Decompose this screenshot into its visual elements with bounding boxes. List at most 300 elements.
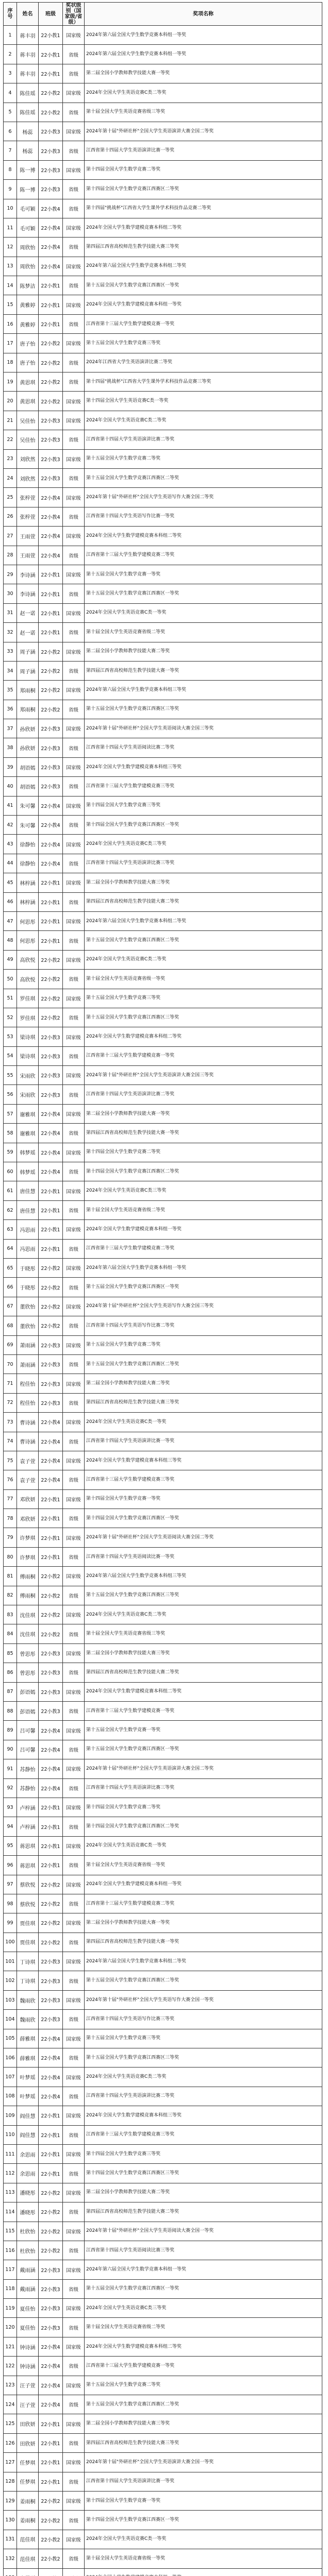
cell-name: 王雨萱: [17, 546, 39, 565]
cell-index: 39: [4, 757, 17, 776]
table-row: [4, 2299, 322, 2318]
cell-award: 第十五届全国大学生数学竞赛江西赛区二等奖: [85, 931, 322, 950]
cell-award: 2024年第六届全国大学生数学竞赛本科组一等奖: [85, 26, 322, 45]
cell-index: 74: [4, 1432, 17, 1451]
cell-class: 22小教4: [39, 1143, 63, 1162]
cell-class: 22小教1: [39, 64, 63, 83]
cell-class: 22小教3: [39, 777, 63, 796]
table-row: [4, 1701, 322, 1720]
cell-class: 22小教1: [39, 584, 63, 603]
cell-index: 54: [4, 1046, 17, 1065]
cell-name: 张梓萱: [17, 507, 39, 526]
cell-class: 22小教3: [39, 411, 63, 430]
table-row: [4, 738, 322, 757]
cell-award: 2024年全国大学生数学建模竞赛本科组二等奖: [85, 218, 322, 237]
cell-award: 第十五届全国大学生数学竞赛江西赛区二等奖: [85, 1354, 322, 1374]
cell-name: 袁子萱: [17, 1451, 39, 1470]
header-name: 姓名: [17, 3, 39, 26]
table-row: [4, 970, 322, 989]
cell-class: 22小教2: [39, 353, 63, 372]
cell-award: 2024年全国大学生数学建模竞赛本科组二等奖: [85, 527, 322, 546]
table-row: [4, 1181, 322, 1200]
table-row: [4, 430, 322, 449]
cell-level: 省级: [63, 2241, 85, 2260]
cell-name: 周欣怡: [17, 257, 39, 276]
table-row: [4, 1393, 322, 1412]
cell-award: 第四届江西省高校师范生教学技能大赛三等奖: [85, 2433, 322, 2452]
cell-award: 第十五届全国大学生数学竞赛二等奖: [85, 1335, 322, 1354]
cell-index: 101: [4, 1952, 17, 1971]
cell-class: 22小教1: [39, 565, 63, 584]
table-row: [4, 757, 322, 776]
cell-class: 22小教4: [39, 257, 63, 276]
cell-award: 第十届全国大学生英语竞赛省级三等奖: [85, 1624, 322, 1643]
cell-award: 第十四届全国大学生数学竞赛三等奖: [85, 2144, 322, 2163]
cell-level: 国家级: [63, 1567, 85, 1586]
cell-index: 48: [4, 931, 17, 950]
cell-index: 25: [4, 488, 17, 507]
cell-level: 国家级: [63, 2530, 85, 2549]
cell-class: 22小教2: [39, 1316, 63, 1335]
table-row: [4, 26, 322, 45]
table-row: [4, 2029, 322, 2048]
cell-level: 国家级: [63, 796, 85, 815]
table-row: [4, 2357, 322, 2376]
cell-level: 省级: [63, 1971, 85, 1990]
cell-index: 126: [4, 2433, 17, 2452]
cell-award: 江西省第十四届大学生英语演讲比赛二等奖: [85, 2087, 322, 2106]
cell-name: 许梦琪: [17, 1528, 39, 1547]
cell-level: 省级: [63, 1393, 85, 1412]
cell-level: 省级: [63, 1354, 85, 1374]
cell-index: 73: [4, 1413, 17, 1432]
cell-level: 省级: [63, 738, 85, 757]
cell-index: 121: [4, 2337, 17, 2356]
cell-award: 第十五届全国大学生数学竞赛江西赛区一等奖: [85, 584, 322, 603]
cell-level: 国家级: [63, 681, 85, 700]
header-index: 序号: [4, 3, 17, 26]
cell-class: 22小教4: [39, 199, 63, 218]
cell-award: 江西省第十三届大学生数学建模竞赛二等奖: [85, 1239, 322, 1258]
cell-award: 第十届全国大学生英语竞赛省级二等奖: [85, 2318, 322, 2337]
table-row: [4, 2433, 322, 2452]
cell-level: 省级: [63, 1085, 85, 1104]
cell-level: 国家级: [63, 1605, 85, 1624]
cell-level: 省级: [63, 892, 85, 911]
table-row: [4, 372, 322, 392]
cell-class: 22小教4: [39, 2376, 63, 2395]
cell-class: 22小教1: [39, 295, 63, 314]
cell-level: 省级: [63, 199, 85, 218]
cell-level: 省级: [63, 1624, 85, 1643]
cell-index: 71: [4, 1374, 17, 1393]
cell-level: 国家级: [63, 218, 85, 237]
cell-level: 省级: [63, 1470, 85, 1489]
cell-level: 省级: [63, 2549, 85, 2568]
cell-level: 省级: [63, 661, 85, 680]
cell-class: 22小教4: [39, 1432, 63, 1451]
cell-award: 第十五届全国大学生数学竞赛三等奖: [85, 334, 322, 353]
cell-name: 冯思雨: [17, 1220, 39, 1239]
cell-index: 23: [4, 449, 17, 468]
cell-level: 国家级: [63, 295, 85, 314]
cell-level: 国家级: [63, 2337, 85, 2356]
table-row: [4, 2530, 322, 2549]
cell-index: 68: [4, 1316, 17, 1335]
cell-class: 22小教4: [39, 1470, 63, 1489]
cell-level: 国家级: [63, 411, 85, 430]
cell-award: 2024年全国大学生英语竞赛C类一等奖: [85, 603, 322, 622]
cell-class: 22小教1: [39, 2453, 63, 2472]
cell-name: 郑雨桐: [17, 681, 39, 700]
cell-level: 省级: [63, 180, 85, 199]
cell-index: 115: [4, 2222, 17, 2241]
table-row: [4, 1740, 322, 1759]
award-table-container: [3, 2, 322, 2576]
cell-name: 朱可馨: [17, 796, 39, 815]
cell-index: 90: [4, 1740, 17, 1759]
cell-index: 29: [4, 565, 17, 584]
cell-level: 国家级: [63, 1759, 85, 1778]
table-row: [4, 2472, 322, 2491]
cell-level: 省级: [63, 931, 85, 950]
table-row: [4, 1124, 322, 1143]
cell-level: 国家级: [63, 1181, 85, 1200]
cell-award: 2024年第六届全国大学生数学竞赛本科组二等奖: [85, 1952, 322, 1971]
cell-level: 省级: [63, 468, 85, 487]
cell-award: 2024年全国大学生英语竞赛C类三等奖: [85, 835, 322, 854]
cell-award: 2024年江西省大学生英语演讲比赛二等奖: [85, 353, 322, 372]
cell-index: 22: [4, 430, 17, 449]
cell-index: 27: [4, 527, 17, 546]
cell-award: 第十五届全国大学生数学竞赛江西赛区一等奖: [85, 1278, 322, 1297]
table-row: [4, 2279, 322, 2298]
cell-class: 22小教1: [39, 2144, 63, 2163]
cell-class: 22小教4: [39, 1413, 63, 1432]
table-row: [4, 2260, 322, 2279]
cell-name: 张梓萱: [17, 488, 39, 507]
cell-award: 江西省第十三届大学生数学建模竞赛二等奖: [85, 546, 322, 565]
table-row: [4, 2164, 322, 2183]
cell-level: 省级: [63, 507, 85, 526]
table-row: [4, 1875, 322, 1894]
cell-name: 余思雨: [17, 2144, 39, 2163]
cell-name: 吕可馨: [17, 1740, 39, 1759]
cell-index: 55: [4, 1066, 17, 1085]
cell-award: 2024年全国大学生英语竞赛C类二等奖: [85, 950, 322, 969]
cell-class: 22小教4: [39, 1778, 63, 1798]
cell-class: 22小教2: [39, 970, 63, 989]
cell-award: 江西省第十三届大学生数学建模竞赛三等奖: [85, 777, 322, 796]
cell-class: 22小教1: [39, 1489, 63, 1509]
cell-level: 省级: [63, 2433, 85, 2452]
cell-name: 何思彤: [17, 931, 39, 950]
table-row: [4, 449, 322, 468]
cell-index: 16: [4, 314, 17, 333]
cell-index: 131: [4, 2530, 17, 2549]
cell-index: 38: [4, 738, 17, 757]
cell-index: 35: [4, 681, 17, 700]
cell-name: 任梦琪: [17, 2453, 39, 2472]
table-row: [4, 238, 322, 257]
cell-class: 22小教1: [39, 26, 63, 45]
cell-index: 83: [4, 1605, 17, 1624]
cell-award: 第四届江西省高校师范生教学技能大赛一等奖: [85, 661, 322, 680]
cell-award: 2024年全国大学生数学建模竞赛本科组二等奖: [85, 1027, 322, 1046]
cell-level: 国家级: [63, 1643, 85, 1663]
cell-index: 129: [4, 2492, 17, 2511]
cell-name: 蒋丰羽: [17, 26, 39, 45]
cell-level: 省级: [63, 1509, 85, 1528]
table-row: [4, 719, 322, 738]
cell-index: 17: [4, 334, 17, 353]
cell-class: 22小教1: [39, 1836, 63, 1855]
cell-name: 周欣怡: [17, 238, 39, 257]
cell-class: 22小教2: [39, 1913, 63, 1933]
table-row: [4, 1354, 322, 1374]
cell-name: 唐子怡: [17, 353, 39, 372]
cell-index: 45: [4, 873, 17, 892]
cell-name: 胡语嫣: [17, 777, 39, 796]
table-row: [4, 1162, 322, 1181]
cell-index: 106: [4, 2048, 17, 2067]
table-row: [4, 2106, 322, 2125]
table-row: [4, 1721, 322, 1740]
cell-class: 22小教4: [39, 546, 63, 565]
cell-award: 江西省第十四届大学生英语演讲比赛一等奖: [85, 1432, 322, 1451]
cell-level: 省级: [63, 2048, 85, 2067]
cell-name: 黄雅婷: [17, 295, 39, 314]
cell-award: 2024年第六届全国大学生数学竞赛本科组一等奖: [85, 2260, 322, 2279]
cell-class: 22小教1: [39, 45, 63, 64]
cell-level: 省级: [63, 64, 85, 83]
cell-level: 国家级: [63, 1952, 85, 1971]
cell-level: 国家级: [63, 1104, 85, 1123]
cell-class: 22小教2: [39, 334, 63, 353]
cell-award: 第十五届全国大学生数学竞赛江西赛区二等奖: [85, 468, 322, 487]
cell-class: 22小教1: [39, 2125, 63, 2144]
cell-award: 第十四届全国大学生数学竞赛江西赛区一等奖: [85, 816, 322, 835]
cell-class: 22小教1: [39, 1528, 63, 1547]
cell-index: 72: [4, 1393, 17, 1412]
cell-index: 118: [4, 2279, 17, 2298]
cell-award: 2024年全国大学生英语竞赛C类一等奖: [85, 1413, 322, 1432]
cell-name: 袁子萱: [17, 1470, 39, 1489]
cell-class: 22小教2: [39, 1259, 63, 1278]
header-level: 奖状级别（国家级/省级）: [63, 3, 85, 26]
cell-index: 113: [4, 2183, 17, 2202]
cell-name: 曾思彤: [17, 1643, 39, 1663]
cell-level: 省级: [63, 1547, 85, 1566]
cell-award: 2024年全国大学生数学建模竞赛本科组一等奖: [85, 295, 322, 314]
cell-name: 韩梦瑶: [17, 1143, 39, 1162]
cell-name: 任梦琪: [17, 2472, 39, 2491]
header-class: 班级: [39, 3, 63, 26]
cell-award: 2024年第六届全国大学生数学竞赛本科组一等奖: [85, 1259, 322, 1278]
cell-class: 22小教1: [39, 1856, 63, 1875]
cell-level: 省级: [63, 2511, 85, 2530]
table-row: [4, 1643, 322, 1663]
cell-name: 薛雅琪: [17, 2029, 39, 2048]
cell-class: 22小教4: [39, 2357, 63, 2376]
cell-class: 22小教2: [39, 1624, 63, 1643]
table-row: [4, 1605, 322, 1624]
cell-award: 2024年全国大学生数学建模竞赛本科组三等奖: [85, 757, 322, 776]
cell-index: 13: [4, 257, 17, 276]
table-row: [4, 1759, 322, 1778]
cell-class: 22小教1: [39, 892, 63, 911]
cell-index: 33: [4, 642, 17, 661]
table-row: [4, 1528, 322, 1547]
cell-class: 22小教2: [39, 950, 63, 969]
cell-level: 省级: [63, 314, 85, 333]
cell-index: 59: [4, 1143, 17, 1162]
cell-award: 第二届全国小学教师教学技能大赛三等奖: [85, 873, 322, 892]
cell-name: 陈佳瑶: [17, 83, 39, 103]
table-row: [4, 1297, 322, 1316]
cell-level: 国家级: [63, 1027, 85, 1046]
cell-level: 国家级: [63, 603, 85, 622]
cell-award: 第四届江西省高校师范生教学技能大赛三等奖: [85, 1393, 322, 1412]
cell-level: [63, 2568, 85, 2576]
cell-index: 4: [4, 83, 17, 103]
cell-name: 于晓彤: [17, 1259, 39, 1278]
table-row: [4, 45, 322, 64]
cell-level: 国家级: [63, 2260, 85, 2279]
cell-award: 第十四届全国大学生数学竞赛一等奖: [85, 1489, 322, 1509]
cell-index: 78: [4, 1509, 17, 1528]
table-row: [4, 218, 322, 237]
table-row: [4, 1933, 322, 1952]
cell-name: 吕可馨: [17, 1721, 39, 1740]
cell-class: 22小教3: [39, 449, 63, 468]
cell-index: 108: [4, 2087, 17, 2106]
cell-award: 第十五届全国大学生数学竞赛江西赛区二等奖: [85, 1971, 322, 1990]
cell-index: 5: [4, 103, 17, 122]
cell-class: 22小教2: [39, 681, 63, 700]
cell-award: 2024年第六届全国大学生数学竞赛本科组二等奖: [85, 257, 322, 276]
cell-class: 22小教3: [39, 757, 63, 776]
cell-class: 22小教4: [39, 507, 63, 526]
cell-name: 孙欣妍: [17, 719, 39, 738]
cell-index: 57: [4, 1104, 17, 1123]
cell-award: 第十届全国大学生英语竞赛省级一等奖: [85, 970, 322, 989]
cell-name: 邓欣妍: [17, 1509, 39, 1528]
table-row: [4, 353, 322, 372]
cell-level: 省级: [63, 1663, 85, 1682]
cell-award: 第四届江西省高校师范生教学技能大赛一等奖: [85, 1933, 322, 1952]
cell-class: 22小教4: [39, 2395, 63, 2414]
cell-class: 22小教4: [39, 2067, 63, 2087]
cell-class: 22小教1: [39, 1798, 63, 1817]
cell-class: 22小教2: [39, 1605, 63, 1624]
cell-level: 省级: [63, 103, 85, 122]
cell-index: 42: [4, 816, 17, 835]
cell-index: 69: [4, 1335, 17, 1354]
cell-index: 94: [4, 1817, 17, 1836]
cell-class: 22小教1: [39, 911, 63, 930]
cell-level: 省级: [63, 970, 85, 989]
cell-index: 24: [4, 468, 17, 487]
cell-award: 第十五届全国大学生数学竞赛三等奖: [85, 2029, 322, 2048]
cell-level: 国家级: [63, 2222, 85, 2241]
cell-class: 22小教3: [39, 1971, 63, 1990]
cell-index: 66: [4, 1278, 17, 1297]
cell-index: 63: [4, 1220, 17, 1239]
cell-index: 114: [4, 2202, 17, 2222]
table-row: [4, 1008, 322, 1027]
cell-index: 77: [4, 1489, 17, 1509]
table-row: [4, 1894, 322, 1913]
cell-index: 47: [4, 911, 17, 930]
cell-name: 郑雨桐: [17, 700, 39, 719]
cell-level: 国家级: [63, 527, 85, 546]
cell-award: 第四届江西省高校师范生教学技能大赛二等奖: [85, 1663, 322, 1682]
cell-level: 国家级: [63, 1528, 85, 1547]
table-row: [4, 642, 322, 661]
cell-level: 国家级: [63, 83, 85, 103]
cell-name: 高欣悦: [17, 970, 39, 989]
cell-level: 国家级: [63, 2492, 85, 2511]
cell-award: 2024年第十届"外研社杯"全国大学生英语演讲大赛全国一等奖: [85, 2453, 322, 2472]
cell-award: 江西省第十四届大学生英语演讲比赛三等奖: [85, 854, 322, 873]
cell-index: 110: [4, 2125, 17, 2144]
cell-award: 第十五届全国大学生数学竞赛一等奖: [85, 1721, 322, 1740]
table-row: [4, 681, 322, 700]
cell-index: 44: [4, 854, 17, 873]
cell-name: 蔡欣悦: [17, 1875, 39, 1894]
cell-index: 96: [4, 1856, 17, 1875]
cell-class: 22小教2: [39, 1894, 63, 1913]
cell-class: 22小教3: [39, 1085, 63, 1104]
cell-award: 江西省第十三届大学生数学建模竞赛一等奖: [85, 1701, 322, 1720]
cell-name: 于晓彤: [17, 1278, 39, 1297]
cell-name: 唐佳慧: [17, 1181, 39, 1200]
cell-award: 江西省第十三届大学生数学建模竞赛一等奖: [85, 2357, 322, 2376]
table-row: [4, 1104, 322, 1123]
cell-class: 22小教4: [39, 1104, 63, 1123]
cell-level: 国家级: [63, 1297, 85, 1316]
cell-name: 董欣怡: [17, 1316, 39, 1335]
cell-award: 第十四届全国大学生数学竞赛江西赛区一等奖: [85, 2511, 322, 2530]
cell-award: 第十五届全国大学生数学竞赛江西赛区二等奖: [85, 2395, 322, 2414]
cell-class: 22小教2: [39, 661, 63, 680]
cell-name: 董欣怡: [17, 1297, 39, 1316]
cell-name: 孙欣妍: [17, 738, 39, 757]
table-row: [4, 1374, 322, 1393]
cell-class: 22小教4: [39, 218, 63, 237]
cell-level: 国家级: [63, 1990, 85, 2009]
cell-name: 戴雨涵: [17, 2260, 39, 2279]
table-row: [4, 873, 322, 892]
cell-index: 36: [4, 700, 17, 719]
cell-name: 杨蕊: [17, 141, 39, 160]
cell-award: 第十四届全国大学生数学竞赛二等奖: [85, 1798, 322, 1817]
cell-name: 梁诗琪: [17, 1046, 39, 1065]
table-row: [4, 314, 322, 333]
cell-index: 61: [4, 1181, 17, 1200]
cell-award: 江西省第十三届大学生数学建模竞赛三等奖: [85, 1470, 322, 1489]
cell-level: 国家级: [63, 565, 85, 584]
cell-index: 81: [4, 1567, 17, 1586]
cell-name: 宋雨欣: [17, 1066, 39, 1085]
cell-class: 22小教3: [39, 1046, 63, 1065]
cell-award: 江西省第十四届大学生英语演讲比赛一等奖: [85, 2472, 322, 2491]
cell-index: 1: [4, 26, 17, 45]
cell-class: 22小教2: [39, 1278, 63, 1297]
cell-index: 95: [4, 1836, 17, 1855]
cell-award: 江西省第十三届大学生数学建模竞赛二等奖: [85, 1894, 322, 1913]
